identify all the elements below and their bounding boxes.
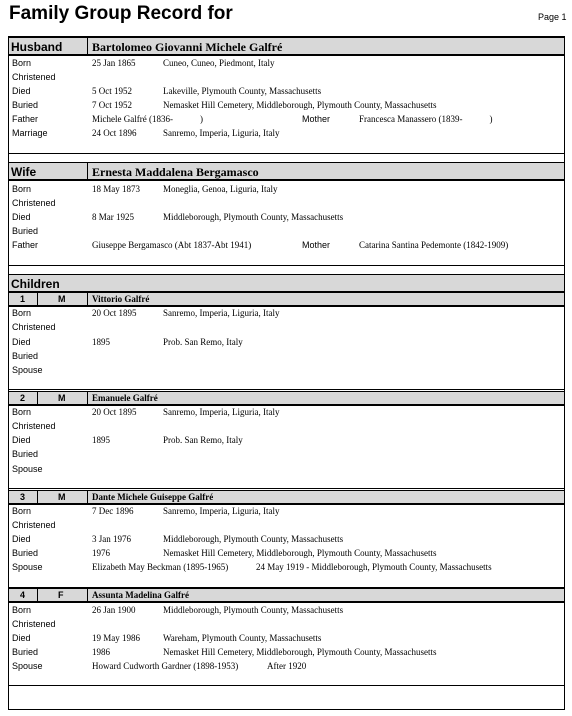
child-died-label: Died (12, 337, 31, 347)
child-born-label: Born (12, 605, 32, 615)
child-died-date: 1895 (92, 337, 110, 347)
child-spouse-label: Spouse (12, 661, 43, 671)
child-number: 2 (20, 393, 26, 403)
child-died-label: Died (12, 435, 31, 445)
child-sex: M (58, 294, 66, 304)
child-born-label: Born (12, 506, 32, 516)
header-divider (37, 491, 38, 503)
child-buried-label: Buried (12, 548, 39, 558)
wife-born-date: 18 May 1873 (92, 184, 140, 194)
wife-mother-label: Mother (302, 240, 331, 250)
children-header (8, 274, 565, 292)
wife-christened-label: Christened (12, 198, 56, 208)
child-spouse-label: Spouse (12, 562, 43, 572)
child-died-place: Middleborough, Plymouth County, Massachusetts (163, 534, 344, 544)
header-divider (87, 392, 88, 404)
child-buried-date: 1986 (92, 647, 110, 657)
wife-label: Wife (11, 165, 37, 179)
marriage-label: Marriage (12, 128, 48, 138)
husband-name: Bartolomeo Giovanni Michele Galfré (92, 40, 283, 54)
child-born-label: Born (12, 407, 32, 417)
child-header (8, 588, 565, 602)
header-divider (37, 589, 38, 601)
header-divider (87, 293, 88, 305)
child-born-place: Sanremo, Imperia, Liguria, Italy (163, 308, 280, 318)
husband-father-label: Father (12, 114, 39, 124)
child-buried-label: Buried (12, 647, 39, 657)
child-number: 1 (20, 294, 26, 304)
husband-header (8, 37, 565, 55)
wife-header (8, 162, 565, 180)
wife-born-label: Born (12, 184, 32, 194)
child-born-date: 20 Oct 1895 (92, 308, 137, 318)
husband-born-label: Born (12, 58, 32, 68)
child-spouse-label: Spouse (12, 365, 43, 375)
wife-died-place: Middleborough, Plymouth County, Massachusetts (163, 212, 344, 222)
husband-born-date: 25 Jan 1865 (92, 58, 136, 68)
child-sex: F (58, 590, 64, 600)
child-sex: M (58, 492, 66, 502)
wife-born-place: Moneglia, Genoa, Liguria, Italy (163, 184, 278, 194)
husband-died-label: Died (12, 86, 31, 96)
wife-father-name: Giuseppe Bergamasco (Abt 1837-Abt 1941) (92, 240, 252, 250)
child-died-place: Prob. San Remo, Italy (163, 435, 243, 445)
child-christened-label: Christened (12, 520, 56, 530)
child-name: Vittorio Galfré (92, 294, 150, 304)
husband-buried-place: Nemasket Hill Cemetery, Middleborough, Plymouth County, Massachusetts (163, 100, 437, 110)
child-spouse-marriage: 24 May 1919 - Middleborough, Plymouth County, Massachusetts (256, 562, 492, 572)
child-spouse-name: Howard Cudworth Gardner (1898-1953) (92, 661, 239, 671)
child-died-place: Prob. San Remo, Italy (163, 337, 243, 347)
child-buried-label: Buried (12, 449, 39, 459)
page-number: Page 1 (538, 12, 567, 22)
wife-died-label: Died (12, 212, 31, 222)
children-label: Children (11, 277, 60, 291)
child-buried-place: Nemasket Hill Cemetery, Middleborough, Plymouth County, Massachusetts (163, 647, 437, 657)
husband-label: Husband (11, 40, 63, 54)
wife-died-date: 8 Mar 1925 (92, 212, 134, 222)
page-title: Family Group Record for (9, 3, 233, 24)
child-number: 3 (20, 492, 26, 502)
husband-mother-name: Francesca Manassero (1839- ) (359, 114, 493, 124)
child-buried-label: Buried (12, 351, 39, 361)
husband-died-place: Lakeville, Plymouth County, Massachusetts (163, 86, 322, 96)
husband-mother-label: Mother (302, 114, 331, 124)
header-divider (87, 38, 88, 54)
header-divider (37, 392, 38, 404)
husband-father-name: Michele Galfré (1836- ) (92, 114, 203, 124)
child-name: Assunta Madelina Galfré (92, 590, 190, 600)
child-born-date: 26 Jan 1900 (92, 605, 136, 615)
child-christened-label: Christened (12, 322, 56, 332)
child-header (8, 292, 565, 306)
wife-buried-label: Buried (12, 226, 39, 236)
husband-born-place: Cuneo, Cuneo, Piedmont, Italy (163, 58, 275, 68)
child-christened-label: Christened (12, 619, 56, 629)
header-divider (37, 293, 38, 305)
child-header (8, 490, 565, 504)
child-died-date: 3 Jan 1976 (92, 534, 131, 544)
wife-mother-name: Catarina Santina Pedemonte (1842-1909) (359, 240, 509, 250)
child-died-date: 1895 (92, 435, 110, 445)
child-header (8, 391, 565, 405)
child-spouse-marriage: After 1920 (267, 661, 307, 671)
child-died-label: Died (12, 534, 31, 544)
child-sex: M (58, 393, 66, 403)
child-name: Emanuele Galfré (92, 393, 158, 403)
child-died-place: Wareham, Plymouth County, Massachusetts (163, 633, 322, 643)
child-died-label: Died (12, 633, 31, 643)
child-spouse-label: Spouse (12, 464, 43, 474)
child-died-date: 19 May 1986 (92, 633, 140, 643)
child-born-date: 20 Oct 1895 (92, 407, 137, 417)
husband-died-date: 5 Oct 1952 (92, 86, 132, 96)
marriage-place: Sanremo, Imperia, Liguria, Italy (163, 128, 280, 138)
child-spouse-name: Elizabeth May Beckman (1895-1965) (92, 562, 229, 572)
child-born-date: 7 Dec 1896 (92, 506, 134, 516)
husband-buried-date: 7 Oct 1952 (92, 100, 132, 110)
header-divider (87, 163, 88, 179)
child-born-label: Born (12, 308, 32, 318)
child-buried-date: 1976 (92, 548, 110, 558)
wife-father-label: Father (12, 240, 39, 250)
header-divider (87, 491, 88, 503)
husband-buried-label: Buried (12, 100, 39, 110)
child-number: 4 (20, 590, 26, 600)
wife-name: Ernesta Maddalena Bergamasco (92, 165, 259, 179)
child-christened-label: Christened (12, 421, 56, 431)
header-divider (87, 589, 88, 601)
marriage-date: 24 Oct 1896 (92, 128, 137, 138)
child-name: Dante Michele Guiseppe Galfré (92, 492, 214, 502)
husband-christened-label: Christened (12, 72, 56, 82)
child-born-place: Middleborough, Plymouth County, Massachusetts (163, 605, 344, 615)
child-born-place: Sanremo, Imperia, Liguria, Italy (163, 506, 280, 516)
child-born-place: Sanremo, Imperia, Liguria, Italy (163, 407, 280, 417)
child-buried-place: Nemasket Hill Cemetery, Middleborough, Plymouth County, Massachusetts (163, 548, 437, 558)
